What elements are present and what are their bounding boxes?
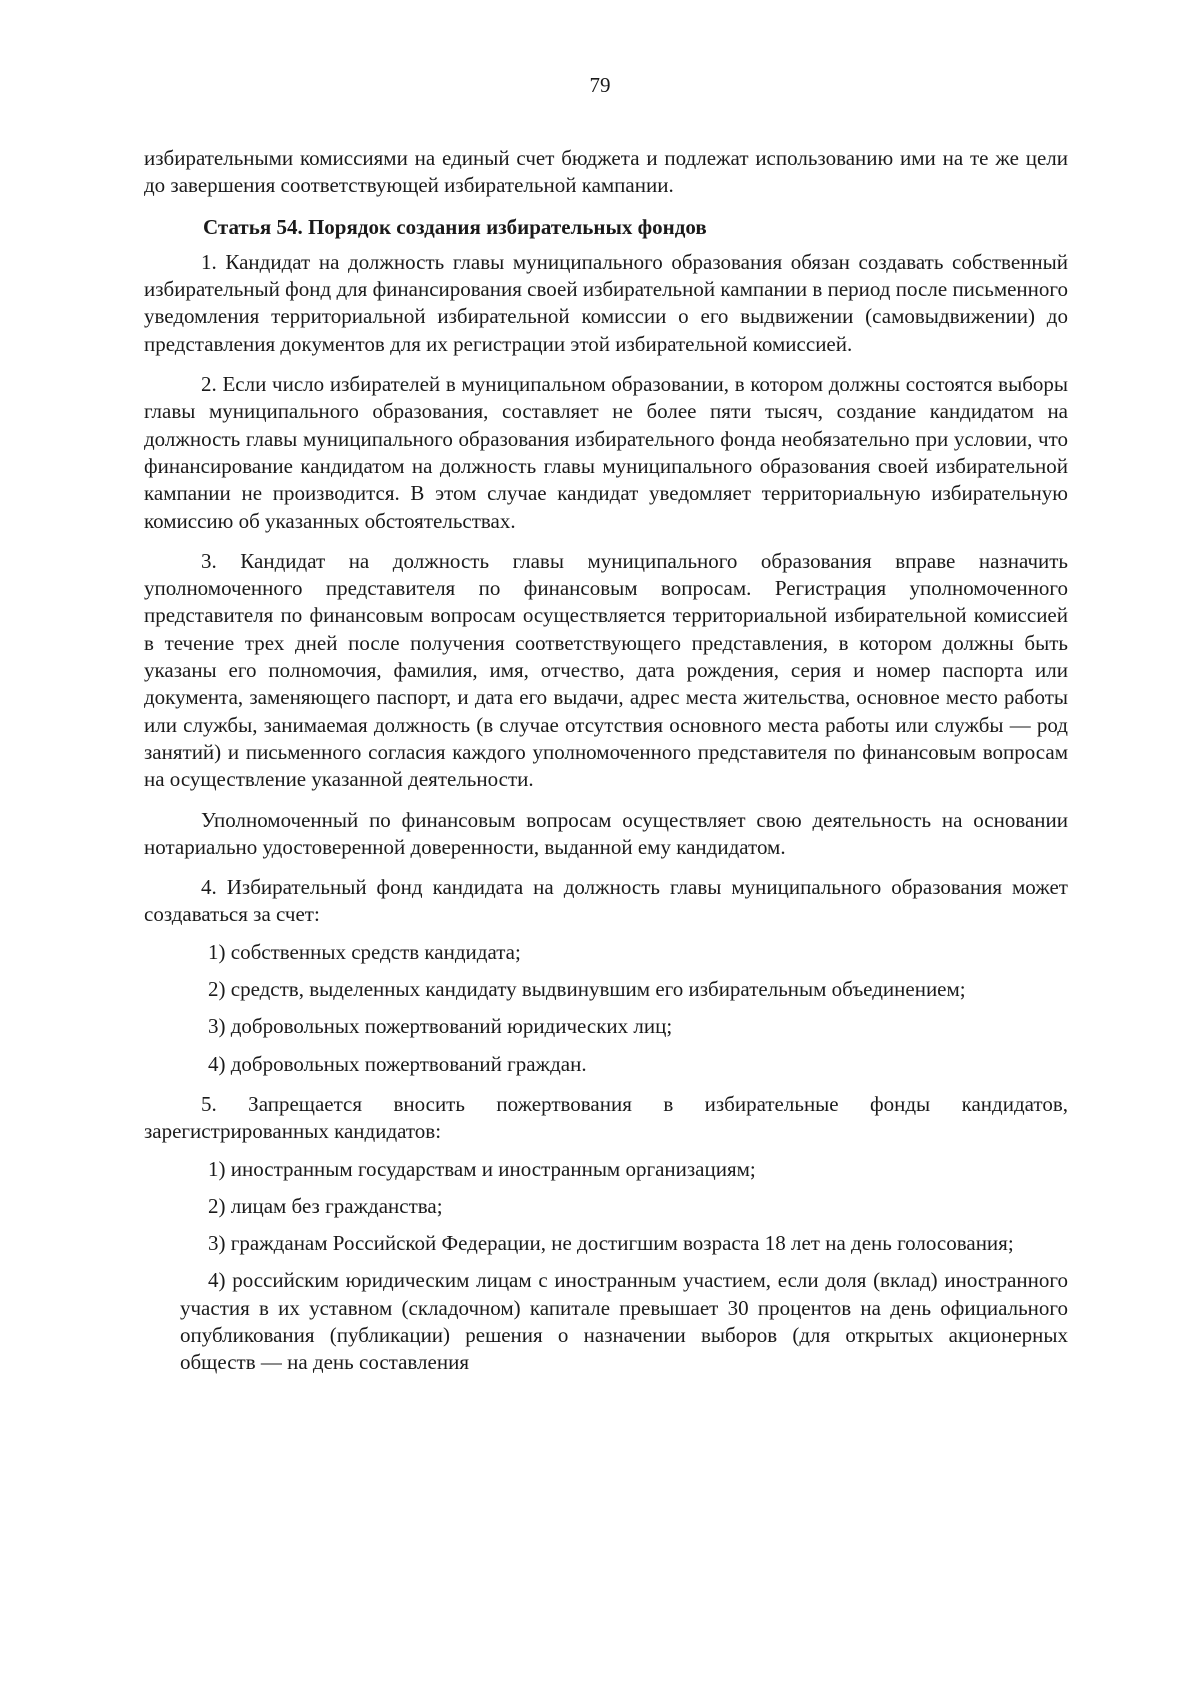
paragraph-4: 4. Избирательный фонд кандидата на должность главы муниципального образования может создаваться за счет: [144, 875, 1068, 927]
paragraph-3-continuation: Уполномоченный по финансовым вопросам осуществляет свою деятельность на основании нотариально удостоверенной доверенности, выданной ему кандидатом. [144, 807, 1068, 859]
paragraph-4-item-2: 2) средств, выделенных кандидату выдвинувшим его избирательным объединением; [208, 977, 966, 1002]
paragraph-5: 5. Запрещается вносить пожертвования в избирательные фонды кандидатов, зарегистрированных кандидатов: [144, 1091, 1068, 1144]
document-body [144, 145, 1068, 1387]
paragraph-1: 1. Кандидат на должность главы муниципального образования обязан создавать собственный избирательный фонд для финансирования своей избирательной кампании в период после письменного уведомления территориальной избирательной комиссии о его выдвижении (самовыдвижении) до представления документов для их регистрации этой избирательной комиссией. [144, 249, 1068, 356]
paragraph-2: 2. Если число избирателей в муниципальном образовании, в котором должны состоятся выборы главы муниципального образования, составляет не более пяти тысяч, создание кандидатом на должность главы муниципального образования избирательного фонда необязательно при условии, что финансирование кандидатом на должность главы муниципального образования своей избирательной кампании не производится. В этом случае кандидат уведомляет территориальную избирательную комиссию об указанных обстоятельствах. [144, 372, 1068, 533]
paragraph-4-item-3: 3) добровольных пожертвований юридических лиц; [208, 1014, 673, 1039]
paragraph-5-item-1: 1) иностранным государствам и иностранным организациям; [208, 1156, 756, 1181]
paragraph-3: 3. Кандидат на должность главы муниципального образования вправе назначить уполномоченного представителя по финансовым вопросам. Регистрация уполномоченного представителя по финансовым вопросам осуществляется территориальной избирательной комиссией в течение трех дней после получения соответствующего представления, в котором должны быть указаны его полномочия, фамилия, имя, отчество, дата рождения, серия и номер паспорта или документа, заменяющего паспорт, и дата его выдачи, адрес места жительства, основное место работы или службы, занимаемая должность (в случае отсутствия основного места работы или службы — род занятий) и письменного согласия каждого уполномоченного представителя по финансовым вопросам на осуществление указанной деятельности. [144, 548, 1068, 792]
intro-paragraph: избирательными комиссиями на единый счет бюджета и подлежат использованию ими на те же цели до завершения соответствующей избирательной кампании. [144, 146, 1068, 198]
paragraph-5-item-3: 3) гражданам Российской Федерации, не достигшим возраста 18 лет на день голосования; [208, 1231, 1014, 1256]
paragraph-5-item-2: 2) лицам без гражданства; [208, 1193, 443, 1218]
page-number: 79 [589, 73, 611, 97]
paragraph-4-item-1: 1) собственных средств кандидата; [208, 939, 521, 964]
article-heading: Статья 54. Порядок создания избирательных фондов [203, 214, 707, 239]
paragraph-5-item-4: 4) российским юридическим лицам с иностранным участием, если доля (вклад) иностранного участия в их уставном (складочном) капитале превышает 30 процентов на день официального опубликования (публикации) решения о назначении выборов (для открытых акционерных обществ — на день составления [180, 1268, 1068, 1375]
paragraph-4-item-4: 4) добровольных пожертвований граждан. [208, 1051, 587, 1076]
